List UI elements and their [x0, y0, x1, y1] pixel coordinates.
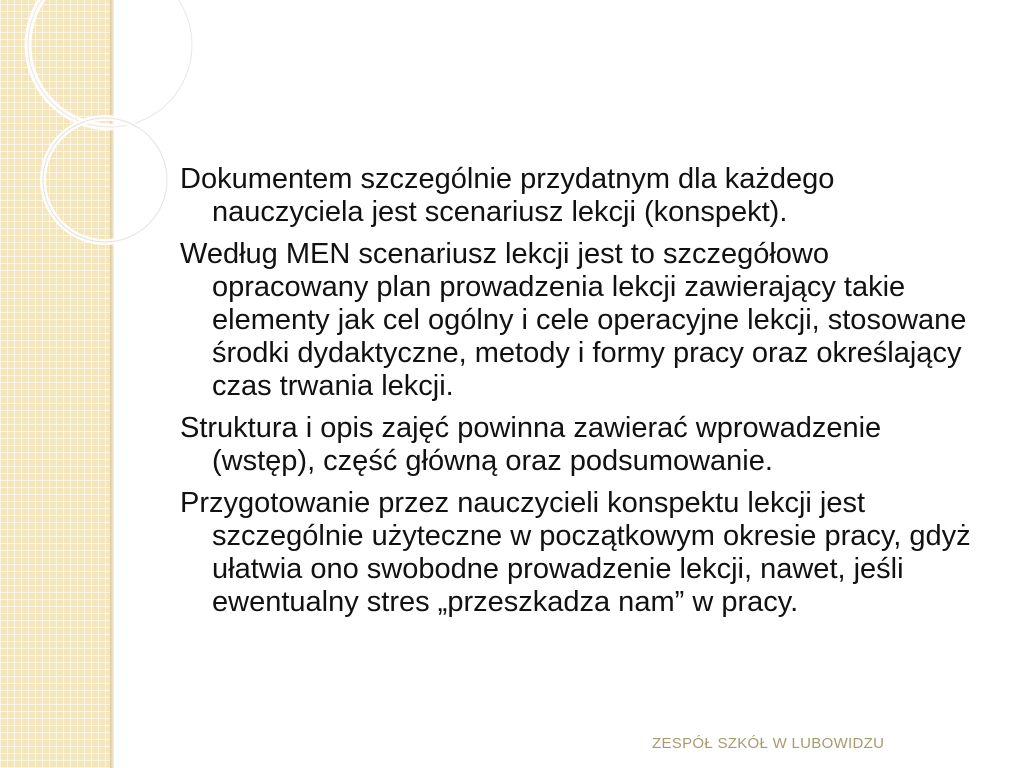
paragraph-3: Struktura i opis zajęć powinna zawierać wprowadzenie (wstęp), część główną oraz podsumowanie.: [180, 412, 882, 477]
decorative-rings: [0, 0, 200, 260]
paragraph-2: Według MEN scenariusz lekcji jest to szczegółowo opracowany plan prowadzenia lekcji zawierający takie elementy jak cel ogólny i cele operacyjne lekcji, stosowane środki dydaktyczne, metody i formy pracy oraz określający czas trwania lekcji.: [180, 238, 967, 402]
slide-body: [180, 163, 990, 628]
slide-footer: ZESPÓŁ SZKÓŁ W LUBOWIDZU: [652, 735, 885, 752]
paragraph-4: Przygotowanie przez nauczycieli konspektu lekcji jest szczególnie użyteczne w początkowym okresie pracy, gdyż ułatwia ono swobodne prowadzenie lekcji, nawet, jeśli ewentualny stres „przeszkadza nam” w pracy.: [180, 487, 971, 618]
paragraph-1: Dokumentem szczególnie przydatnym dla każdego nauczyciela jest scenariusz lekcji (konspekt).: [180, 163, 835, 228]
